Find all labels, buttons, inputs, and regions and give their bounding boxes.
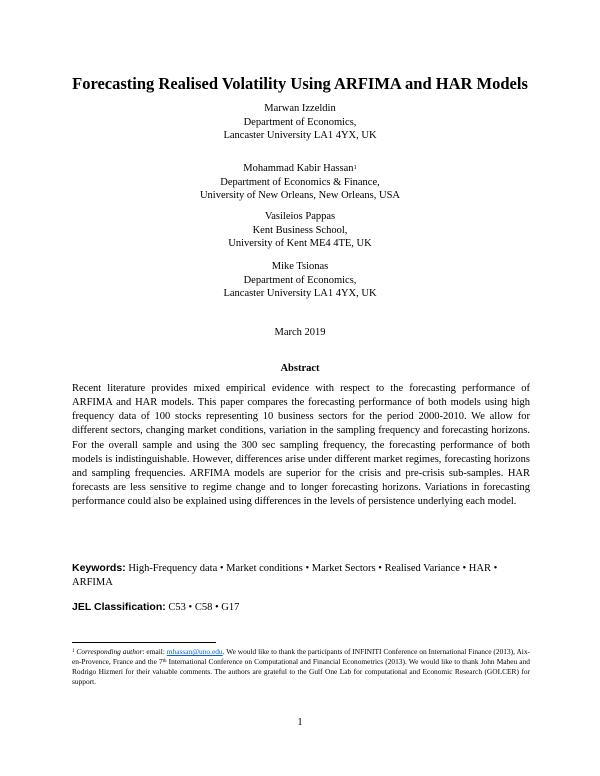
paper-title: Forecasting Realised Volatility Using ARFIMA and HAR Models (72, 74, 528, 93)
ordinal-suffix: th (162, 658, 167, 664)
author-name: Mike Tsionas (271, 261, 329, 272)
author-block (100, 102, 500, 143)
footnote (72, 647, 530, 687)
footnote-text-cont: International Conference on Computational and Financial Econometrics (2013). We would like to thank John Maheu and Rodrigo Hizmeri for their valuable comments. The authors are grateful to the Gulf One Lab for computational and Economic Research (GOLCER) for support. (72, 657, 530, 687)
author-affiliation: Lancaster University LA1 4YX, UK (223, 288, 377, 300)
author-name: Mohammad Kabir Hassan (243, 163, 354, 174)
author-name: Marwan Izzeldin (264, 103, 336, 114)
email-link[interactable]: mhassan@uno.edu (166, 647, 223, 656)
author-affiliation: Department of Economics, (243, 274, 357, 286)
publication-date: March 2019 (274, 327, 326, 338)
page-number: 1 (297, 717, 303, 728)
author-affiliation: University of Kent ME4 4TE, UK (228, 238, 372, 250)
abstract-text: Recent literature provides mixed empirical evidence with respect to the forecasting performance of ARFIMA and HAR models. This paper compares the forecasting performance of both models using high frequency data of 100 stocks representing 10 business sectors for the period 2000-2010. We allow for different sectors, changing market conditions, variation in the sampling frequency and forecasting horizons. For the overall sample and using the 300 sec sampling frequency, the forecasting performance of both models is indistinguishable. However, differences arise under different market regimes, forecasting horizons and sampling frequencies. ARFIMA models are superior for the crisis and pre-crisis sub-samples. HAR forecasts are less sensitive to regime change and to longer forecasting horizons. Variations in forecasting performance could also be explained using differences in the levels of persistence underlying each model. (72, 383, 530, 508)
footnote-label: Corresponding author (76, 647, 143, 656)
author-name-line (100, 162, 500, 176)
footnote-number: 1 (72, 648, 75, 654)
footnote-divider (72, 642, 216, 643)
author-affiliation: University of New Orleans, New Orleans, USA (199, 190, 401, 202)
keywords (72, 561, 530, 590)
footnote-text: . We would like to thank the participants of INFINITI Conference on International Finance (2013), Aix-en-Provence, France and the 7 (72, 647, 531, 667)
author-name: Vasileios Pappas (264, 211, 336, 222)
author-affiliation: Department of Economics & Finance, (220, 176, 380, 188)
author-affiliation: Kent Business School, (252, 224, 348, 236)
author-affiliation: Department of Economics, (243, 116, 357, 128)
author-affiliation: Lancaster University LA1 4YX, UK (223, 130, 377, 142)
keywords-label: Keywords: (72, 562, 126, 574)
keywords-text: High-Frequency data • Market conditions • Market Sectors • Realised Variance • HAR • ARFIMA (72, 563, 498, 588)
abstract-heading: Abstract (280, 363, 320, 374)
author-block (100, 260, 500, 301)
jel-codes: C53 • C58 • G17 (168, 602, 240, 613)
footnote-marker[interactable]: 1 (353, 164, 357, 171)
jel-label: JEL Classification: (72, 601, 166, 613)
author-block (100, 210, 500, 251)
author-block (100, 162, 500, 203)
footnote-email-prefix: : email: (142, 647, 167, 656)
jel-classification (72, 600, 530, 615)
